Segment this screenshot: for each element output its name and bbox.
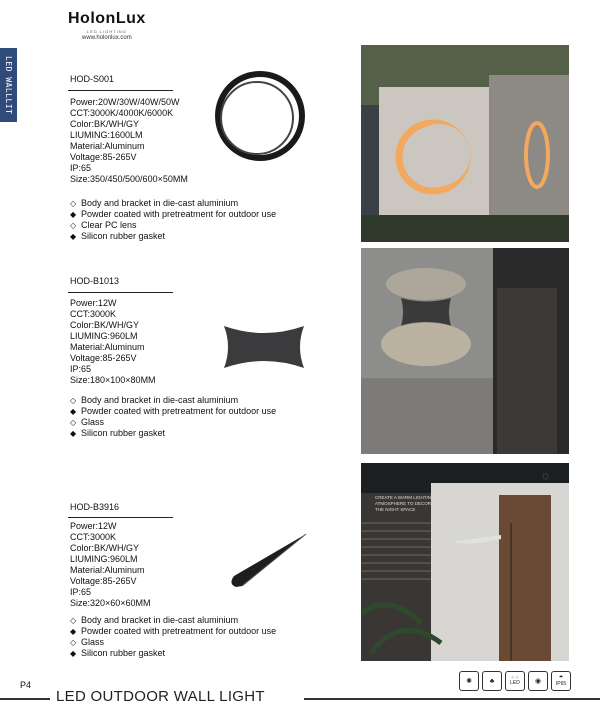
spec-line: Voltage:85-265V [70, 576, 137, 586]
ip65-icon: ☂ IP65 [551, 671, 571, 691]
product-2-specs [70, 298, 156, 386]
brand-logo [68, 10, 146, 41]
feature-item: ◇ Glass [70, 637, 105, 647]
feature-item: ◇ Clear PC lens [70, 220, 137, 230]
sun-weather-icon: ✺ [459, 671, 479, 691]
product-1-photo [361, 45, 569, 242]
feature-item: ◆ Silicon rubber gasket [70, 231, 166, 241]
spec-line: Color:BK/WH/GY [70, 119, 140, 129]
product-1-ring-image [210, 66, 310, 166]
feature-item: ◆ Powder coated with pretreatment for outdoor use [70, 626, 277, 636]
product-1-rule [68, 90, 173, 91]
product-3-features [70, 615, 276, 659]
product-3-specs [70, 521, 151, 609]
spec-line: Color:BK/WH/GY [70, 543, 140, 553]
spec-line: Power:20W/30W/40W/50W [70, 97, 180, 107]
spec-line: IP:65 [70, 364, 92, 374]
feature-item: ◇ Glass [70, 417, 105, 427]
page-number: P4 [20, 680, 32, 690]
spec-line: CCT:3000K [70, 532, 117, 542]
product-3-photo [361, 463, 569, 661]
spec-line: Color:BK/WH/GY [70, 320, 140, 330]
product-2-features [70, 395, 276, 439]
spec-line: Size:180×100×80MM [70, 375, 156, 385]
product-1-model: HOD-S001 [70, 74, 115, 84]
spec-line: IP:65 [70, 163, 92, 173]
photo3-caption-line: CREATE A WARM LIGHTING [375, 495, 435, 500]
feature-item: ◆ Silicon rubber gasket [70, 648, 166, 658]
spec-line: Power:12W [70, 521, 117, 531]
spec-line: Size:320×60×60MM [70, 598, 151, 608]
spec-line: Power:12W [70, 298, 117, 308]
product-2-model: HOD-B1013 [70, 276, 120, 286]
product-3-model: HOD-B3916 [70, 502, 120, 512]
spec-line: Material:Aluminum [70, 565, 145, 575]
product-2-rule [68, 292, 173, 293]
photo3-caption-line: ATMOSPHERE TO DECORATE [375, 501, 440, 506]
product-3-rule [68, 517, 173, 518]
feature-item: ◇ Body and bracket in die-cast aluminium [70, 615, 239, 625]
spec-line: IP:65 [70, 587, 92, 597]
footer-bar-right [304, 698, 600, 700]
feature-icons [459, 671, 571, 691]
spec-line: Voltage:85-265V [70, 353, 137, 363]
spec-line: Material:Aluminum [70, 141, 145, 151]
footer-bar-left [0, 698, 50, 700]
led-icon: ⁘⁘ LED [505, 671, 525, 691]
product-2-photo [361, 248, 569, 454]
spec-line: Voltage:85-265V [70, 152, 137, 162]
logo-text: HolonLux [68, 10, 146, 27]
logo-url: www.holonlux.com [82, 35, 132, 41]
product-3-fixture-image [226, 530, 310, 592]
spec-line: CCT:3000K [70, 309, 117, 319]
product-1-features [70, 198, 276, 242]
side-tab-label: LED WALLLIT [0, 48, 17, 122]
spec-line: Material:Aluminum [70, 342, 145, 352]
spec-line: LIUMING:1600LM [70, 130, 143, 140]
sun-icon: ☼ [540, 468, 551, 482]
feature-item: ◆ Powder coated with pretreatment for outdoor use [70, 209, 277, 219]
bulb-icon: ◉ [528, 671, 548, 691]
spec-line: LIUMING:960LM [70, 331, 138, 341]
product-2-fixture-image [218, 322, 310, 372]
spec-line: Size:350/450/500/600×50MM [70, 174, 188, 184]
product-1-specs [70, 97, 188, 185]
footer-title: LED OUTDOOR WALL LIGHT [56, 688, 265, 705]
logo-subtitle: LED LIGHTING [86, 29, 127, 34]
tree-icon: ♣ [482, 671, 502, 691]
feature-item: ◇ Body and bracket in die-cast aluminium [70, 395, 239, 405]
spec-line: CCT:3000K/4000K/6000K [70, 108, 174, 118]
feature-item: ◇ Body and bracket in die-cast aluminium [70, 198, 239, 208]
spec-line: LIUMING:960LM [70, 554, 138, 564]
feature-item: ◆ Silicon rubber gasket [70, 428, 166, 438]
photo3-caption-line: THE NIGHT SPACE [375, 507, 416, 512]
feature-item: ◆ Powder coated with pretreatment for outdoor use [70, 406, 277, 416]
